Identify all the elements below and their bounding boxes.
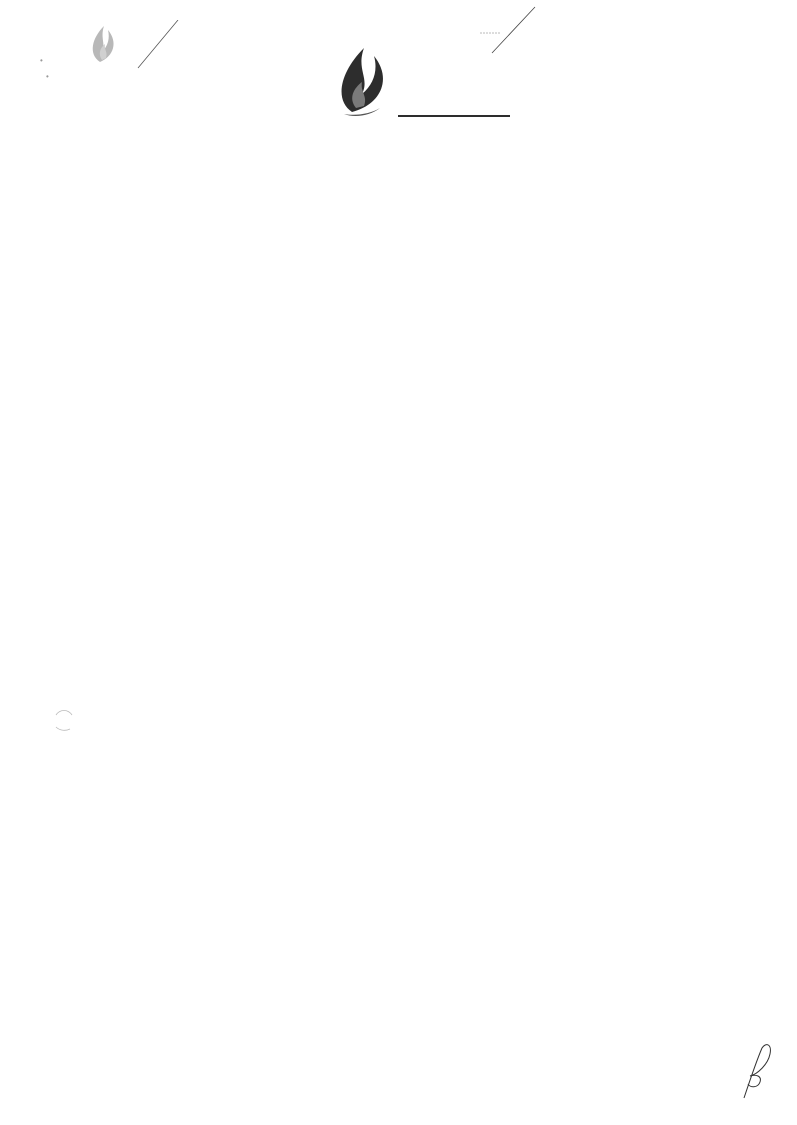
document-body [133,128,697,145]
stamp-flame-logo [78,20,198,70]
logo-underline [398,115,510,117]
flame-logo-icon [330,42,396,122]
margin-dot: • [46,72,49,81]
margin-scan-mark [52,705,76,735]
institution-logo [330,42,530,127]
signature-mark [732,1040,782,1100]
margin-dot: • [40,56,43,65]
